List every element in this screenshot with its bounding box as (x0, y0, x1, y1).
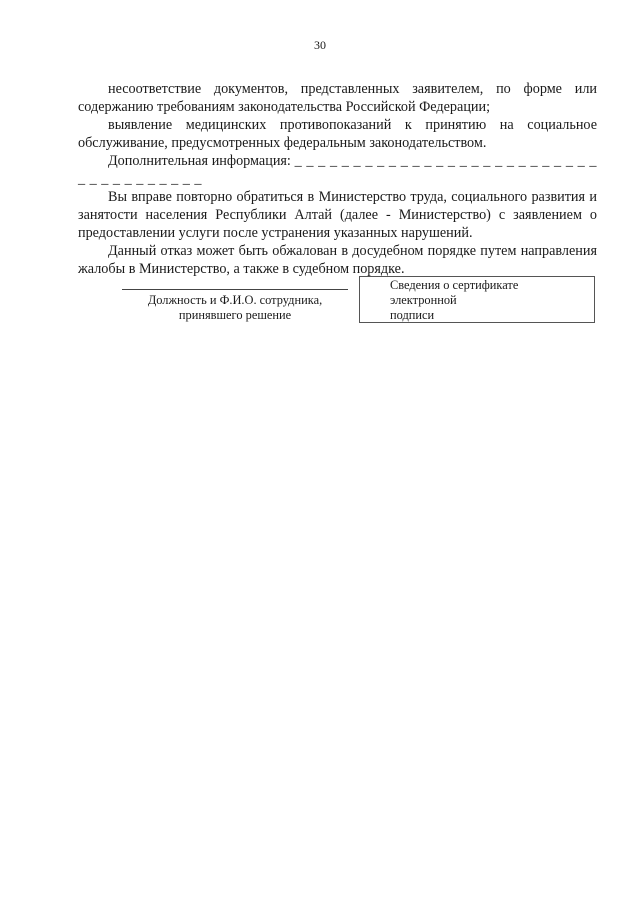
paragraph-document-mismatch: несоответствие документов, представленных заявителем, по форме или содержанию требованиям законодательства Российской Федерации; (78, 81, 597, 115)
additional-info-label: Дополнительная информация: (108, 153, 291, 169)
signature-caption-line2: принявшего решение (178, 308, 292, 322)
certificate-line3: подписи (390, 308, 435, 322)
certificate-line1: Сведения о сертификате (390, 278, 519, 292)
additional-info-blank: _ _ _ _ _ _ _ _ _ _ _ _ _ _ _ _ _ _ _ _ _ _ _ _ _ _ _ _ _ _ _ _ _ _ _ _ _ (78, 153, 598, 187)
signature-caption-line1: Должность и Ф.И.О. сотрудника, (147, 293, 323, 307)
paragraph-appeal: Данный отказ может быть обжалован в досудебном порядке путем направления жалобы в Министерство, а также в судебном порядке. (78, 243, 597, 277)
additional-info-line (78, 152, 597, 188)
signature-caption (120, 293, 350, 323)
certificate-box (359, 276, 595, 323)
document-body (78, 80, 597, 278)
paragraph-reapply: Вы вправе повторно обратиться в Министерство труда, социального развития и занятости населения Республики Алтай (далее - Министерство) с заявлением о предоставлении услуги после устранения указанных нарушений. (78, 189, 597, 241)
signature-line (122, 289, 348, 290)
certificate-text (390, 278, 518, 323)
paragraph-medical-contraindications: выявление медицинских противопоказаний к принятию на социальное обслуживание, предусмотренных федеральным законодательством. (78, 117, 597, 151)
certificate-line2: электронной (390, 293, 457, 307)
page-number: 30 (314, 38, 326, 52)
